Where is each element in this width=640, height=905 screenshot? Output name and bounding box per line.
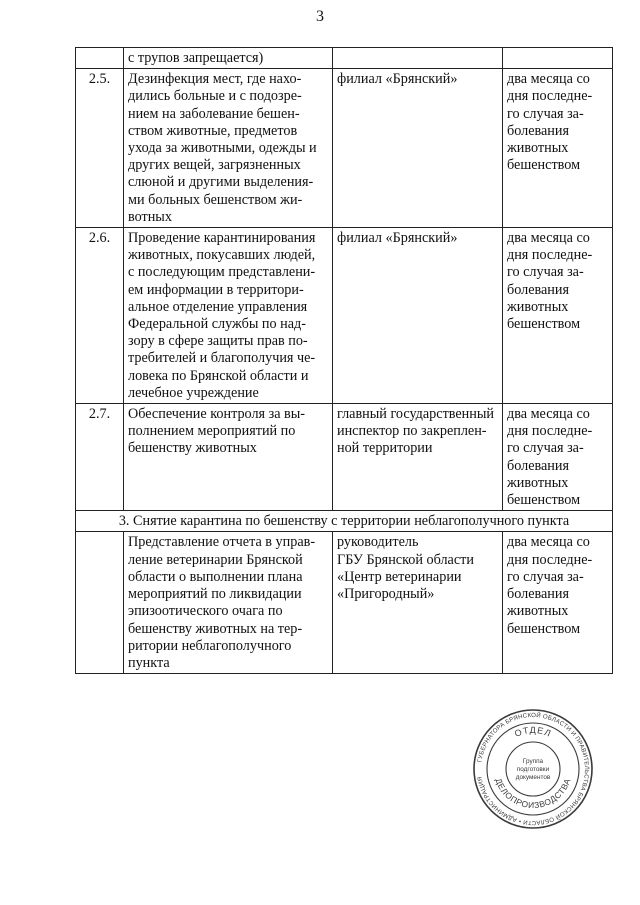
stamp-center-line-1: Группа <box>522 758 544 765</box>
executor-cell: филиал «Брянский» <box>333 228 503 404</box>
term-cell: два месяца со дня последне- го случая за- болевания животных бешенством <box>503 69 613 228</box>
svg-text:ОТДЕЛ <box>513 725 553 739</box>
term-cell: два месяца со дня последне- го случая за- болевания животных бешенством <box>503 228 613 404</box>
stamp-outer-text: ГУБЕРНАТОРА БРЯНСКОЙ ОБЛАСТИ И ПРАВИТЕЛЬСТВА БРЯНСКОЙ ОБЛАСТИ • АДМИНИСТРАЦИЯ <box>476 711 591 827</box>
action-cell: Проведение карантинирования животных, покусавших людей, с последующим представлени- ем информации в территори- альное отделение управления Федеральной службы по над- зору в сфере защиты прав по- требителей и благополучия че- ловека по Брянской области и лечебное учреждение <box>124 228 333 404</box>
office-stamp <box>472 708 594 830</box>
table-row <box>76 404 613 511</box>
term-cell: два месяца со дня последне- го случая за- болевания животных бешенством <box>503 404 613 511</box>
row-number <box>76 532 124 674</box>
row-number: 2.6. <box>76 228 124 404</box>
table-row <box>76 228 613 404</box>
page-number: 3 <box>316 8 324 25</box>
term-cell <box>503 48 613 69</box>
term-cell: два месяца со дня последне- го случая за- болевания животных бешенством <box>503 532 613 674</box>
stamp-ring-top-text: ОТДЕЛ <box>513 724 554 739</box>
action-cell: Дезинфекция мест, где нахо- дились больные и с подозре- нием на заболевание бешен- ством животные, предметов ухода за животными, одежды и других вещей, загрязненных слюной и другими выделения- ми больных бешенством жи- вотных <box>124 69 333 228</box>
row-number <box>76 48 124 69</box>
executor-cell <box>333 48 503 69</box>
action-cell: Обеспечение контроля за вы- полнением мероприятий по бешенству животных <box>124 404 333 511</box>
stamp-ring-bottom-text: ДЕЛОПРОИЗВОДСТВА <box>493 776 573 811</box>
action-cell: с трупов запрещается) <box>124 48 333 69</box>
row-number: 2.5. <box>76 69 124 228</box>
action-cell: Представление отчета в управ- ление ветеринарии Брянской области о выполнении плана мероприятий по ликвидации эпизоотического очага по бешенству животных на тер- ритории неблагополучного пункта <box>124 532 333 674</box>
executor-cell: руководитель ГБУ Брянской области «Центр ветеринарии «Пригородный» <box>333 532 503 674</box>
table-row <box>76 532 613 674</box>
stamp-center-line-3: документов <box>515 774 551 781</box>
table-row <box>76 69 613 228</box>
row-number: 2.7. <box>76 404 124 511</box>
measures-table <box>75 47 613 674</box>
executor-cell: филиал «Брянский» <box>333 69 503 228</box>
table-row <box>76 48 613 69</box>
section-header-row <box>76 511 613 532</box>
stamp-center-line-2: подготовки <box>516 766 550 773</box>
executor-cell: главный государственный инспектор по закреплен- ной территории <box>333 404 503 511</box>
section-title: 3. Снятие карантина по бешенству с территории неблагополучного пункта <box>76 511 613 532</box>
